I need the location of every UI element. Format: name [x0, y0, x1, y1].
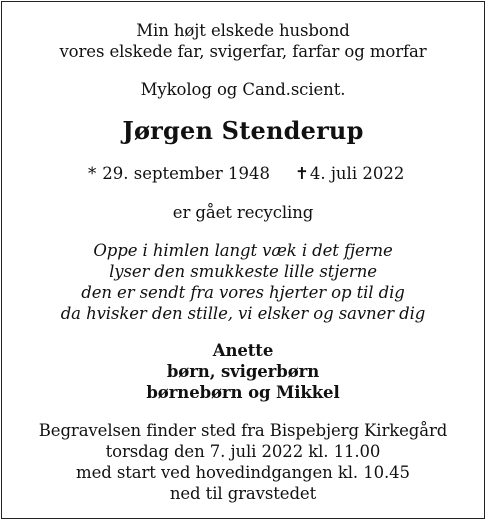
deceased-name: Jørgen Stenderup [122, 116, 364, 145]
death-date-text: 4. juli 2022 [309, 164, 405, 183]
intro-line-2: vores elskede far, svigerfar, farfar og morfar [59, 42, 427, 61]
message: er gået recycling [172, 203, 314, 222]
profession: Mykolog og Cand.scient. [140, 80, 346, 99]
birth-star-icon: * [88, 164, 97, 183]
death-notice [1, 1, 485, 519]
cross-icon: ✝ [295, 164, 309, 183]
funeral-line-1: Begravelsen finder sted fra Bispebjerg Kirkegård [38, 421, 448, 440]
family-line-1: Anette [212, 341, 274, 360]
poem-line-4: da hvisker den stille, vi elsker og savner dig [60, 304, 426, 323]
family-line-3: børnebørn og Mikkel [146, 383, 340, 402]
intro-line-1: Min højt elskede husbond [136, 21, 350, 40]
death-date [295, 163, 404, 185]
poem-line-1: Oppe i himlen langt væk i det fjerne [93, 241, 393, 260]
funeral-line-4: ned til gravstedet [169, 484, 317, 503]
funeral-line-2: torsdag den 7. juli 2022 kl. 11.00 [105, 442, 381, 461]
funeral-line-3: med start ved hovedindgangen kl. 10.45 [76, 463, 410, 482]
birth-date [88, 163, 270, 185]
poem-line-3: den er sendt fra vores hjerter op til dig [81, 283, 405, 302]
family-line-2: børn, svigerbørn [166, 362, 320, 381]
life-dates [2, 163, 484, 185]
poem-line-2: lyser den smukkeste lille stjerne [109, 262, 377, 281]
birth-date-text: 29. september 1948 [102, 164, 271, 183]
